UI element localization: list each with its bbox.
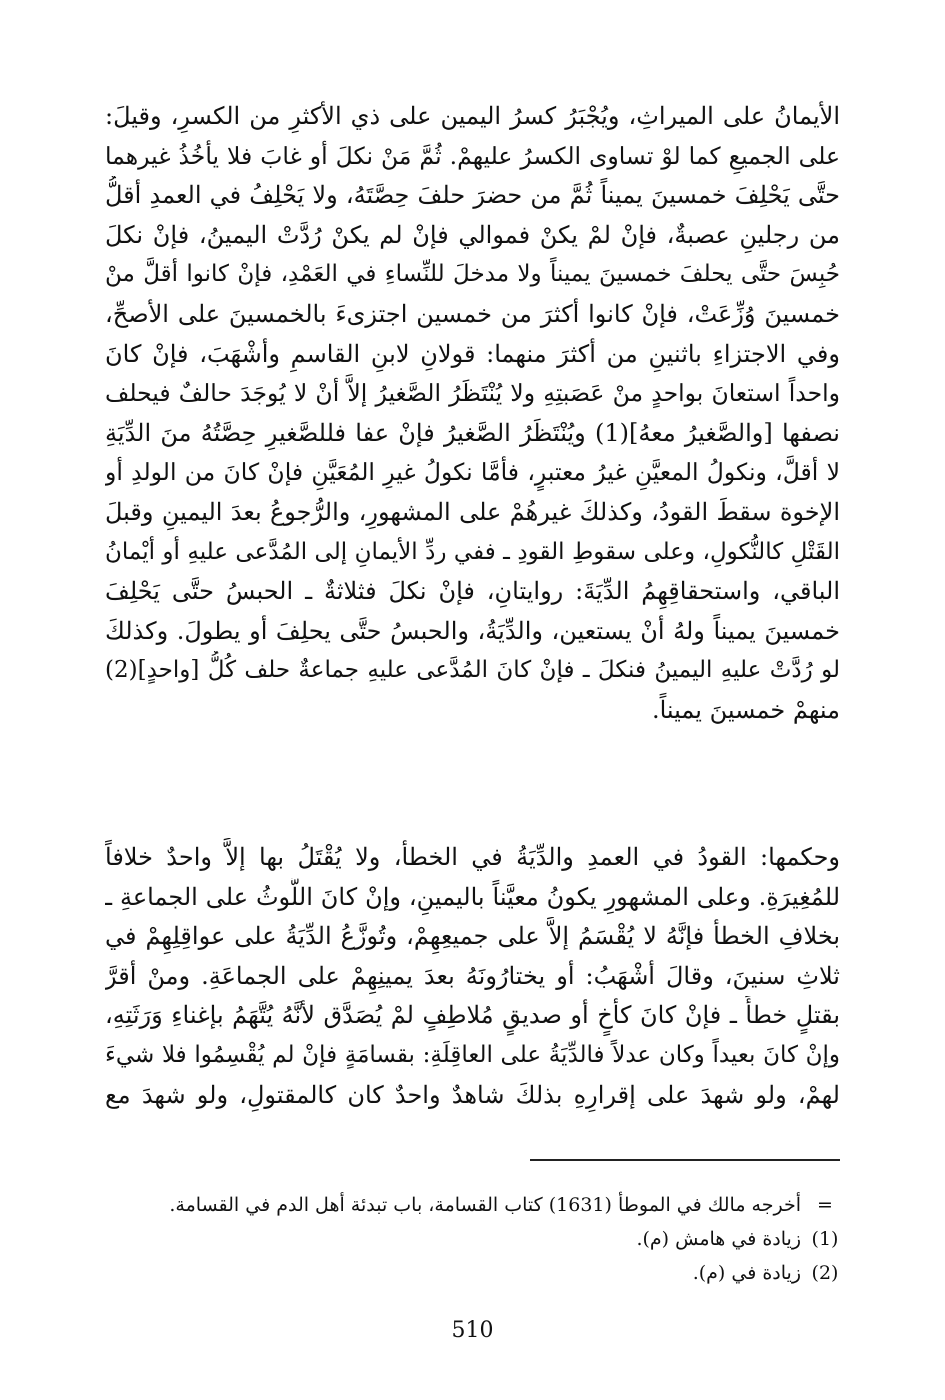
main-paragraph-2 (105, 838, 840, 1115)
text-line: وحكمها: القودُ في العمدِ والدِّيَةُ في الخطأ، ولا يُقْتَلُ بها إلاَّ واحدٌ خلافاً (105, 843, 840, 871)
footnote-text: زيادة في هامش (م). (636, 1228, 801, 1250)
text-line: حتَّى يَحْلِفَ خمسينَ يميناً ثُمَّ من حضرَ حلفَ حِصَّتَهُ، ولا يَحْلِفُ في العمدِ أقلُّ (105, 181, 840, 210)
page-number: 510 (451, 1318, 494, 1343)
text-line: القَتْلِ كالنُّكولِ، وعلى سقوطِ القودِ ـ ففي ردِّ الأيمانِ إلى المُدَّعى عليهِ أو أيْمانُ (105, 538, 840, 565)
text-line: وفي الاجتزاءِ باثنينِ من أكثرَ منهما: قولانِ لابنِ القاسمِ وأشْهَبَ، فإنْ كانَ (105, 339, 840, 368)
text-line: خمسينَ وُزِّعَتْ، فإنْ كانوا أكثرَ من خمسين اجتزىءَ بالخمسينَ على الأصحِّ، (105, 299, 840, 328)
main-paragraph-1 (105, 97, 840, 731)
text-line: حُبِسَ حتَّى يحلفَ خمسينَ يميناً ولا مدخلَ للنِّساءِ في العَمْدِ، فإنْ كانوا أقلَّ منْ (105, 261, 840, 288)
text-line: خمسينَ يميناً ولهُ أنْ يستعين، والدِّيَةُ، والحبسُ حتَّى يحلِفَ أو يطولَ. وكذلكَ (105, 616, 840, 645)
text-line: لو رُدَّتْ عليهِ اليمينُ فنكلَ ـ فإنْ كانَ المُدَّعى عليهِ جماعةٌ حلف كُلُّ [واحدٍ](2) (105, 657, 840, 684)
text-line: الأيمانُ على الميراثِ، ويُجْبَرُ كسرُ اليمين على ذي الأكثرِ من الكسرِ، وقيلَ: (105, 102, 840, 130)
footnote-mark: (1) (811, 1228, 839, 1250)
footnote-text: أخرجه مالك في الموطأ (1631) كتاب القسامة، باب تبدئة أهل الدم في القسامة. (169, 1194, 801, 1216)
footnote-item (100, 1256, 845, 1290)
text-line: الباقي، واستحقاقِهِمُ الدِّيَةَ: روايتانِ، فإنْ نكلَ فثلاثةٌ ـ الحبسُ حتَّى يَحْلِفَ (105, 577, 840, 606)
text-line: للمُغِيرَةِ. وعلى المشهورِ يكونُ معيَّناً باليمينِ، وإنْ كانَ اللَّوثُ على الجماعةِ ـ (105, 882, 840, 911)
footnote-separator (530, 1159, 840, 1161)
text-line: الإخوة سقطَ القودُ، وكذلكَ غيرهُمْ على المشهورِ، والرُّجوعُ بعدَ اليمينِ وقبلَ (105, 497, 840, 526)
footnotes (100, 1188, 845, 1290)
text-line: بخلافِ الخطأ فإنَّهُ لا يُقْسَمُ إلاَّ على جميعِهِمْ، وتُوزَّعُ الدِّيَةُ على عواقِلِهِمْ في (105, 922, 840, 951)
footnote-text: زيادة في (م). (692, 1262, 801, 1284)
footnote-mark: (2) (811, 1262, 839, 1284)
text-line: منهمْ خمسينَ يميناً. (651, 695, 840, 724)
text-line: لهمْ، ولو شهدَ على إقرارِهِ بذلكَ شاهدٌ واحدٌ كان كالمقتولِ، ولو شهدَ مع (105, 1080, 840, 1109)
footnote-item (100, 1222, 845, 1256)
text-line: واحداً استعانَ بواحدٍ منْ عَصَبتِهِ ولا يُنْتَظَرُ الصَّغيرُ إلاَّ أنْ لا يُوجَدَ حالفٌ فيحلف (105, 379, 840, 408)
footnote-mark: = (817, 1194, 833, 1216)
text-line: لا أقلَّ، ونكولُ المعيَّنِ غيرُ معتبرٍ، فأمَّا نكولُ غيرِ المُعَيَّنِ فإنْ كانَ من الولدِ أو (105, 458, 840, 487)
text-line: نصفها [والصَّغيرُ معهُ](1) ويُنْتَظَرُ الصَّغيرُ فإنْ عفا فللصَّغيرِ حِصَّتُهُ منَ الدِّيَةِ (105, 418, 840, 447)
text-line: من رجلينِ عصبةٌ، فإنْ لمْ يكنْ فموالي فإنْ لم يكنْ رُدَّتْ اليمينُ، فإنْ نكلَ (105, 220, 840, 249)
footnote-item (100, 1188, 845, 1222)
text-line: على الجميعِ كما لوْ تساوى الكسرُ عليهمْ. ثُمَّ مَنْ نكلَ أو غابَ فلا يأخُذُ غيرهما (105, 141, 840, 170)
text-line: ثلاثِ سنينَ، وقالَ أشْهَبُ: أو يختارُونَهُ بعدَ يمينِهِمْ على الجماعَةِ. ومنْ أقرَّ (105, 961, 840, 990)
text-line: بقتلٍ خطأً ـ فإنْ كانَ كأخٍ أو صديقٍ مُلاطِفٍ لمْ يُصَدَّق لأنَّهُ يُتَّهَمُ بإغناءِ وَرَثَتِهِ، (105, 1001, 840, 1030)
text-line: وإنْ كانَ بعيداً وكان عدلاً فالدِّيَةُ على العاقِلَةِ: بقسامَةٍ فإنْ لم يُقْسِمُوا فلا شيءَ (105, 1041, 840, 1068)
